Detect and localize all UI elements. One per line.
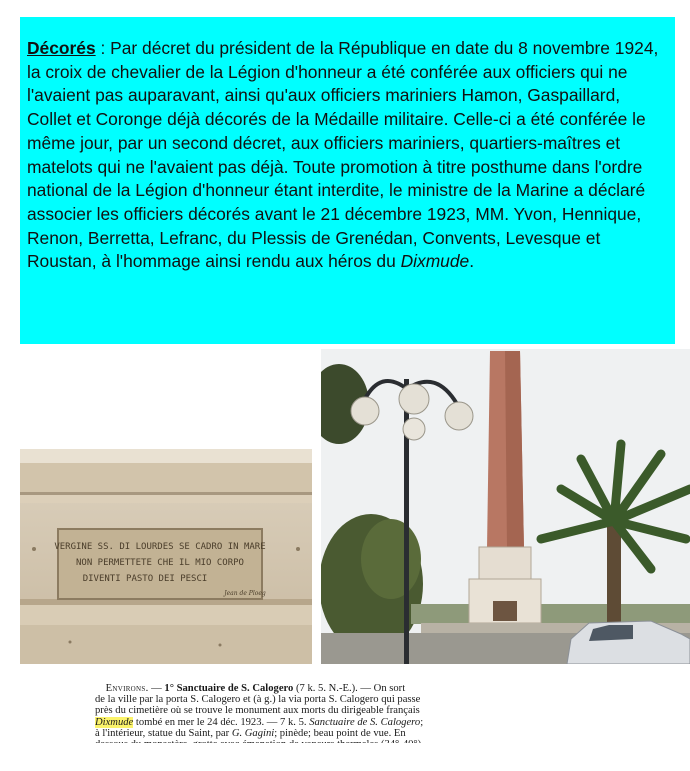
- guide-environs: Environs.: [105, 683, 149, 694]
- article-body: : Par décret du président de la République en date du 8 novembre 1924, la croix de chevalier de la Légion d'honneur a été conférée aux officiers qui ne l'avaient pas auparavant, ainsi qu'aux officiers mariniers Hamon, Gaspaillard, Collet et Coronge déjà décorés de la Médaille militaire. Celle-ci a été conférée le même jour, par un second décret, aux officiers mariniers, quartiers-maîtres et matelots qui ne l'avaient pas déjà. Toute promotion à titre posthume dans l'ordre national de la Légion d'honneur étant interdite, le ministre de la Marine a déclaré associer les officiers décorés avant le 21 décembre 1923, MM. Yvon, Hennique, Renon, Berretta, Lefranc, du Plessis de Grenédan, Convents, Levesque et Roustan, à l'hommage ainsi rendu aux héros du: [27, 38, 659, 272]
- plaque-image: [20, 449, 312, 664]
- guide-line-5b: ; pinède; beau point de vue. En: [274, 727, 406, 739]
- plaque-line-2: NON PERMETTETE CHE IL MIO CORPO: [76, 558, 244, 568]
- guide-line-5: [95, 728, 605, 739]
- article-text-box: [20, 17, 675, 344]
- guide-dixmude-highlight: Dixmude: [95, 716, 134, 728]
- plaque-photo: [20, 449, 312, 664]
- guide-gagini: G. Gagini: [231, 727, 275, 739]
- ship-name: Dixmude: [400, 251, 470, 272]
- guide-line-2: de la ville par la porta S. Calogero et (à g.) la via porta S. Calogero qui passe: [95, 694, 421, 706]
- article-end: .: [469, 251, 475, 272]
- guide-line-1: [95, 683, 605, 694]
- guide-sanctuary-italic: Sanctuaire de S. Calogero: [309, 716, 421, 728]
- obelisk-image: [321, 349, 690, 664]
- decores-heading: Décorés: [27, 38, 96, 58]
- clipping-cut-edge: [95, 743, 605, 751]
- guide-dash: —: [148, 683, 165, 694]
- guide-sanctuary-title: Sanctuaire de S. Calogero: [176, 683, 294, 694]
- guide-line-4-rest: tombé en mer le 24 déc. 1923. — 7 k. 5.: [133, 716, 310, 728]
- guide-distance: (7 k. 5. N.-E.). — On sort: [293, 683, 406, 694]
- plaque-signature: Jean de Ploeg: [224, 590, 266, 597]
- guide-number: 1°: [164, 683, 177, 694]
- guide-line-3: près du cimetière où se trouve le monument aux morts du dirigeable français: [95, 705, 420, 717]
- obelisk-photo: [321, 349, 690, 664]
- plaque-line-1: VERGINE SS. DI LOURDES SE CADRO IN MARE: [54, 542, 266, 552]
- guidebook-clipping: [95, 683, 605, 751]
- plaque-line-3: DIVENTI PASTO DEI PESCI: [82, 574, 208, 584]
- guide-line-5a: à l'intérieur, statue du Saint, par: [95, 727, 232, 739]
- guide-semicolon: ;: [420, 716, 424, 728]
- guide-line-4: [95, 717, 605, 728]
